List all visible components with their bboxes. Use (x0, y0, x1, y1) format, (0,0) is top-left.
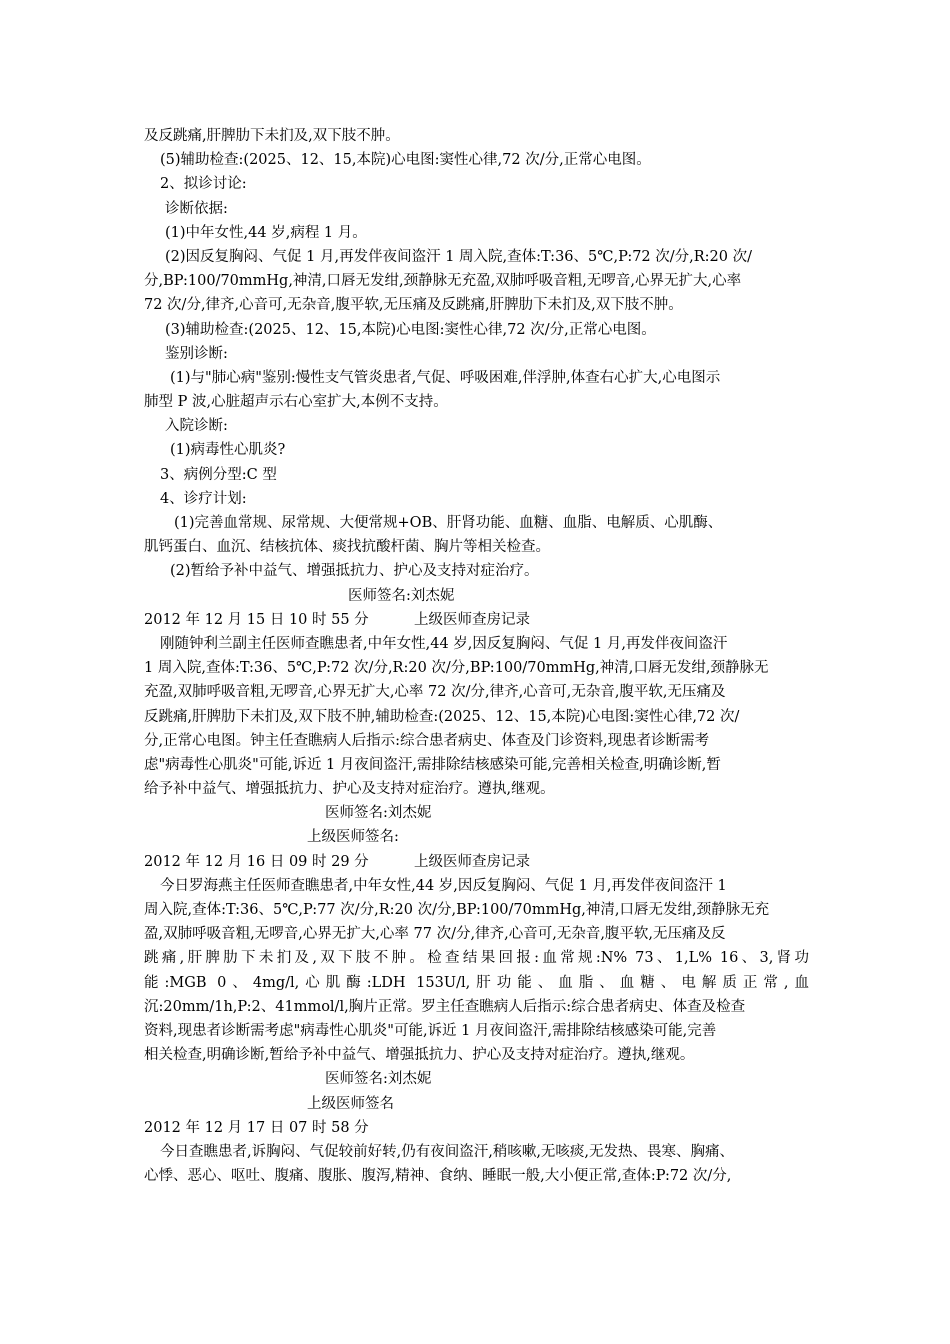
text-line: (3)辅助检查:(2025、12、15,本院)心电图:窦性心律,72 次/分,正常心电图。 (165, 321, 656, 338)
subsection-heading: 入院诊断: (165, 418, 228, 435)
text-line: 资料,现患者诊断需考虑"病毒性心肌炎"可能,诉近 1 月夜间盗汗,需排除结核感染可能,完善 (144, 1022, 717, 1039)
record-title: 上级医师查房记录 (414, 611, 530, 628)
section-heading: 4、诊疗计划: (160, 490, 247, 507)
doctor-signature: 医师签名:刘杰妮 (325, 805, 432, 822)
record-datetime: 2012 年 12 月 15 日 10 时 55 分 (144, 611, 369, 628)
text-line: 肺型 P 波,心脏超声示右心室扩大,本例不支持。 (144, 394, 448, 411)
text-line: 肌钙蛋白、血沉、结核抗体、痰找抗酸杆菌、胸片等相关检查。 (144, 539, 550, 556)
text-line: 盈,双肺呼吸音粗,无啰音,心界无扩大,心率 77 次/分,律齐,心音可,无杂音,腹平软,无压痛及反 (144, 926, 726, 943)
text-line: 周入院,查体:T:36、5℃,P:77 次/分,R:20 次/分,BP:100/70mmHg,神清,口唇无发绀,颈静脉无充 (144, 902, 770, 918)
text-line: 分,BP:100/70mmHg,神清,口唇无发绀,颈静脉无充盈,双肺呼吸音粗,无啰音,心界无扩大,心率 (144, 273, 742, 290)
text-line: (1)中年女性,44 岁,病程 1 月。 (165, 224, 367, 241)
text-line: 1 周入院,查体:T:36、5℃,P:72 次/分,R:20 次/分,BP:100/70mmHg,神清,口唇无发绀,颈静脉无 (144, 660, 769, 677)
doctor-signature: 医师签名:刘杰妮 (325, 1071, 432, 1088)
text-line: (2)暂给予补中益气、增强抵抗力、护心及支持对症治疗。 (170, 563, 539, 580)
text-line: 充盈,双肺呼吸音粗,无啰音,心界无扩大,心率 72 次/分,律齐,心音可,无杂音,腹平软,无压痛及 (144, 684, 726, 701)
text-line: 今日罗海燕主任医师查瞧患者,中年女性,44 岁,因反复胸闷、气促 1 月,再发伴夜间盗汗 1 (160, 877, 727, 894)
text-line: (1)病毒性心肌炎? (170, 442, 286, 459)
text-line: 分,正常心电图。钟主任查瞧病人后指示:综合患者病史、体查及门诊资料,现患者诊断需考 (144, 732, 710, 749)
text-line: 心悸、恶心、呕吐、腹痛、腹胀、腹泻,精神、食纳、睡眠一般,大小便正常,查体:P:72 次/分, (144, 1168, 732, 1185)
record-header (144, 850, 809, 874)
text-line: (2)因反复胸闷、气促 1 月,再发伴夜间盗汗 1 周入院,查体:T:36、5℃,P:72 次/分,R:20 次/ (165, 248, 752, 265)
doctor-signature: 医师签名:刘杰妮 (348, 587, 455, 604)
text-line: (1)与"肺心病"鉴别:慢性支气管炎患者,气促、呼吸困难,伴浮肿,体查右心扩大,心电图示 (170, 369, 721, 386)
subsection-heading: 诊断依据: (165, 200, 228, 217)
record-datetime: 2012 年 12 月 17 日 07 时 58 分 (144, 1119, 369, 1136)
text-line: 今日查瞧患者,诉胸闷、气促较前好转,仍有夜间盗汗,稍咳嗽,无咳痰,无发热、畏寒、胸痛、 (160, 1143, 735, 1160)
record-datetime: 2012 年 12 月 16 日 09 时 29 分 (144, 853, 369, 870)
senior-doctor-signature: 上级医师签名: (307, 829, 399, 846)
senior-doctor-signature: 上级医师签名 (307, 1095, 394, 1112)
text-line: 相关检查,明确诊断,暂给予补中益气、增强抵抗力、护心及支持对症治疗。遵执,继观。 (144, 1047, 695, 1064)
text-line: 刚随钟利兰副主任医师查瞧患者,中年女性,44 岁,因反复胸闷、气促 1 月,再发伴夜间盗汗 (160, 635, 728, 652)
record-header (144, 608, 809, 632)
subsection-heading: 鉴别诊断: (165, 345, 228, 362)
text-line: 虑"病毒性心肌炎"可能,诉近 1 月夜间盗汗,需排除结核感染可能,完善相关检查,明确诊断,暂 (144, 756, 721, 773)
text-line: 反跳痛,肝脾肋下未扪及,双下肢不肿,辅助检查:(2025、12、15,本院)心电图:窦性心律,72 次/ (144, 708, 740, 725)
text-line: 及反跳痛,肝脾肋下未扪及,双下肢不肿。 (144, 128, 400, 144)
text-line: 72 次/分,律齐,心音可,无杂音,腹平软,无压痛及反跳痛,肝脾肋下未扪及,双下肢不肿。 (144, 297, 683, 314)
record-title: 上级医师查房记录 (414, 853, 530, 870)
medical-record-text (144, 124, 809, 1188)
section-heading: 2、拟诊讨论: (160, 176, 247, 193)
text-line: 沉:20mm/1h,P:2、41mmol/l,胸片正常。罗主任查瞧病人后指示:综合患者病史、体查及检查 (144, 998, 746, 1015)
text-line: (1)完善血常规、尿常规、大便常规+OB、肝肾功能、血糖、血脂、电解质、心肌酶、 (174, 515, 723, 531)
text-line: 能:MGB 0、4mg/l,心肌酶:LDH 153U/l,肝功能、血脂、血糖、电解质正常,血 (144, 974, 809, 991)
text-line: 给予补中益气、增强抵抗力、护心及支持对症治疗。遵执,继观。 (144, 781, 555, 798)
text-line: (5)辅助检查:(2025、12、15,本院)心电图:窦性心律,72 次/分,正常心电图。 (160, 152, 651, 169)
text-line: 跳痛,肝脾肋下未扪及,双下肢不肿。检查结果回报:血常规:N% 73、1,L% 16、3,肾功 (144, 950, 809, 967)
section-heading: 3、病例分型:C 型 (160, 466, 277, 483)
